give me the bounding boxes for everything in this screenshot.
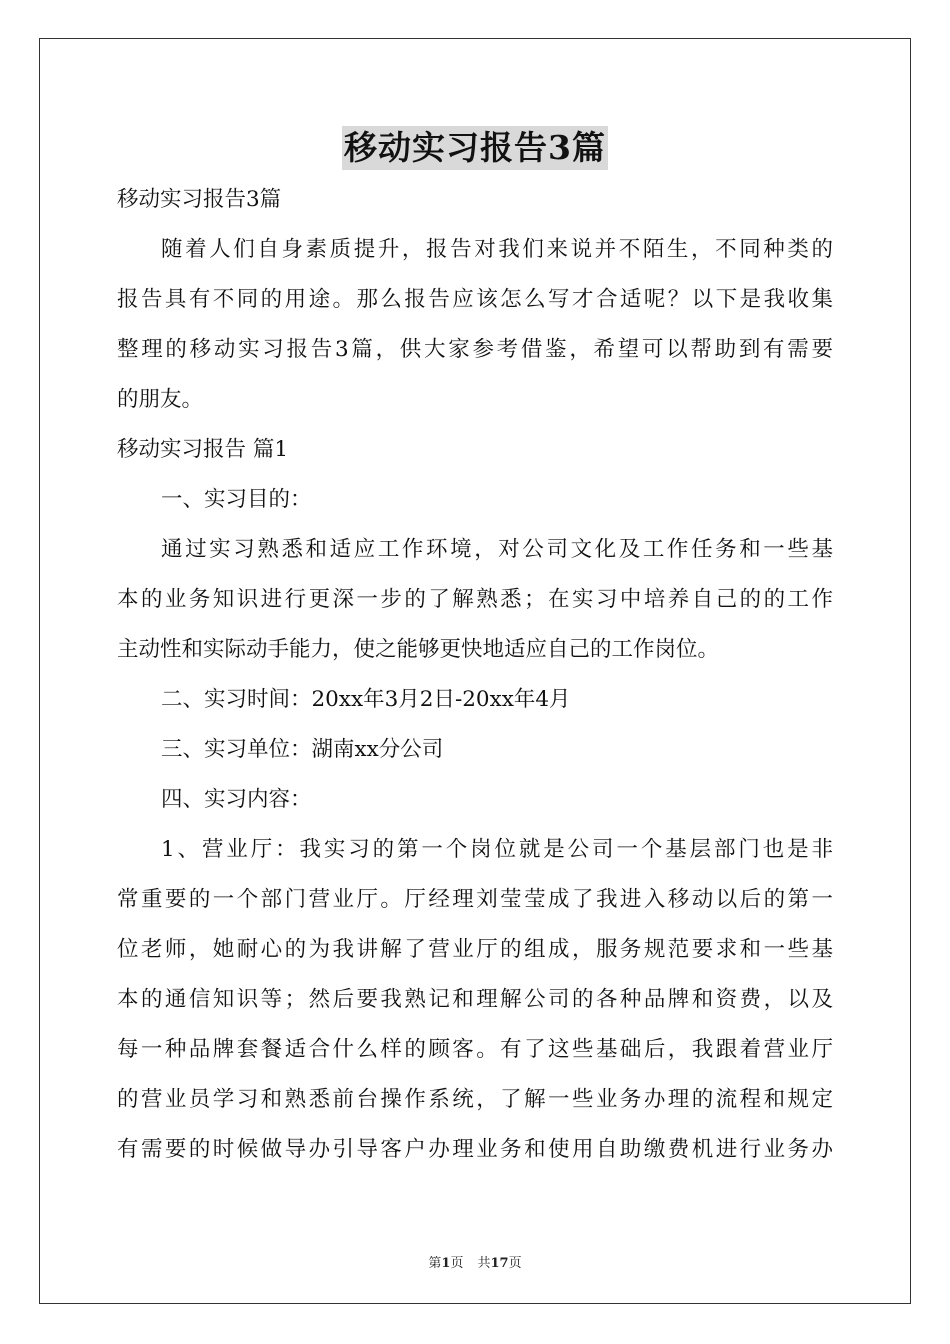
document-subtitle: 移动实习报告3篇 <box>117 187 282 212</box>
page-prefix: 第 <box>428 1256 442 1271</box>
content-line: 1、营业厅：我实习的第一个岗位就是公司一个基层部门也是非 <box>161 837 833 862</box>
purpose-heading: 一、实习目的： <box>161 487 312 512</box>
content-line: 的营业员学习和熟悉前台操作系统，了解一些业务办理的流程和规定 <box>117 1087 833 1112</box>
total-suffix: 页 <box>508 1256 522 1271</box>
total-prefix: 共 <box>477 1256 491 1271</box>
page-number: 1 <box>441 1256 451 1271</box>
content-line: 位老师，她耐心的为我讲解了营业厅的组成，服务规范要求和一些基 <box>117 937 833 962</box>
content-line: 每一种品牌套餐适合什么样的顾客。有了这些基础后，我跟着营业厅 <box>117 1037 833 1062</box>
title-area <box>0 126 950 170</box>
intro-line: 的朋友。 <box>117 387 204 412</box>
purpose-line: 本的业务知识进行更深一步的了解熟悉；在实习中培养自己的的工作 <box>117 587 833 612</box>
page-footer <box>0 1252 950 1271</box>
intro-line: 整理的移动实习报告3篇，供大家参考借鉴，希望可以帮助到有需要 <box>117 337 833 362</box>
internship-time: 二、实习时间：20xx年3月2日-20xx年4月 <box>161 687 571 712</box>
intro-line: 报告具有不同的用途。那么报告应该怎么写才合适呢？以下是我收集 <box>117 287 833 312</box>
intro-line: 随着人们自身素质提升，报告对我们来说并不陌生，不同种类的 <box>161 237 833 262</box>
document-body <box>117 175 833 1175</box>
internship-unit: 三、实习单位：湖南xx分公司 <box>161 737 444 762</box>
content-line: 常重要的一个部门营业厅。厅经理刘莹莹成了我进入移动以后的第一 <box>117 887 833 912</box>
document-title: 移动实习报告3篇 <box>342 126 608 170</box>
content-heading: 四、实习内容： <box>161 787 312 812</box>
content-line: 有需要的时候做导办引导客户办理业务和使用自助缴费机进行业务办 <box>117 1137 833 1162</box>
section-heading: 移动实习报告 篇1 <box>117 437 289 462</box>
page-suffix: 页 <box>450 1256 464 1271</box>
total-pages: 17 <box>490 1256 509 1271</box>
content-line: 本的通信知识等；然后要我熟记和理解公司的各种品牌和资费，以及 <box>117 987 833 1012</box>
purpose-line: 通过实习熟悉和适应工作环境，对公司文化及工作任务和一些基 <box>161 537 833 562</box>
purpose-line: 主动性和实际动手能力，使之能够更快地适应自己的工作岗位。 <box>117 637 720 662</box>
